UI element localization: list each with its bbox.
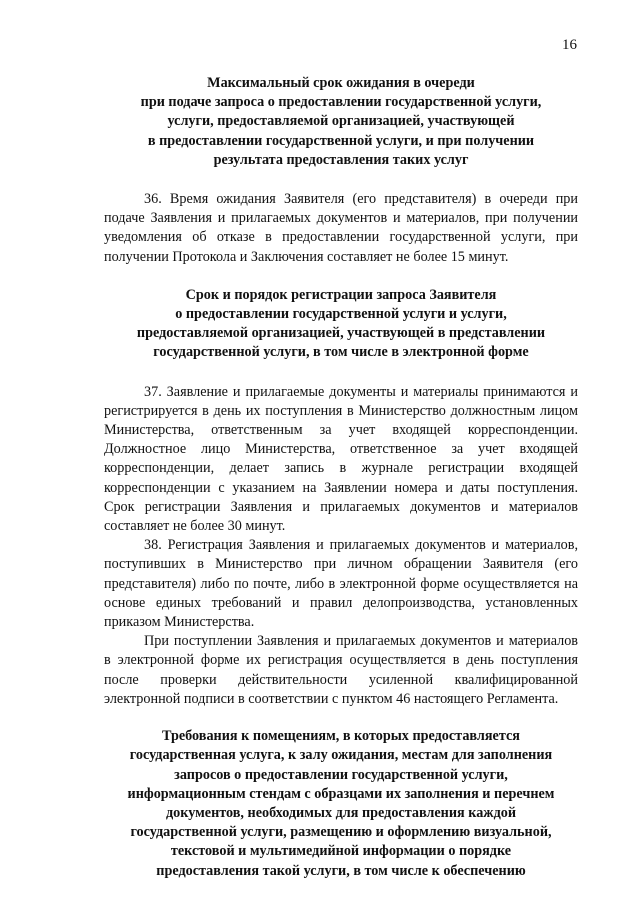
- page-number: 16: [562, 37, 577, 53]
- heading-line: Требования к помещениям, в которых предоставляется: [162, 728, 520, 745]
- heading-line: при подаче запроса о предоставлении государственной услуги,: [140, 94, 542, 111]
- heading-line: государственной услуги, в том числе в электронной форме: [153, 344, 529, 361]
- paragraph-38-electronic: При поступлении Заявления и прилагаемых документов и материалов в электронной форме их регистрация осуществляется в день поступления после проверки действительности усиленной квалифицированной электронной подписи в соответствии с пунктом 46 настоящего Регламента.: [104, 633, 578, 707]
- section-heading-premises-requirements: [104, 727, 578, 881]
- heading-line: документов, необходимых для предоставления каждой: [165, 804, 517, 821]
- heading-line: о предоставлении государственной услуги и услуги,: [175, 306, 507, 323]
- heading-line: услуги, предоставляемой организацией, участвующей: [167, 113, 515, 130]
- heading-line: государственной услуги, размещению и оформлению визуальной,: [130, 824, 552, 841]
- document-body: [104, 74, 578, 881]
- heading-line: Срок и порядок регистрации запроса Заявителя: [185, 286, 497, 303]
- heading-line: предоставления такой услуги, в том числе к обеспечению: [156, 862, 526, 879]
- paragraph-37: 37. Заявление и прилагаемые документы и материалы принимаются и регистрируется в день их поступления в Министерство должностным лицом Министерства, ответственным за учет входящей корреспонденции. Должностное лицо Министерства, ответственное за учет входящей корреспонденции, делает запись в журнале регистрации входящей корреспонденции с указанием на Заявлении номера и даты поступления. Срок регистрации Заявления и прилагаемых документов и материалов составляет не более 30 минут.: [104, 383, 578, 535]
- heading-line: государственная услуга, к залу ожидания, местам для заполнения: [129, 747, 553, 764]
- heading-line: предоставляемой организацией, участвующей в представлении: [136, 325, 546, 342]
- paragraph-36: 36. Время ожидания Заявителя (его представителя) в очереди при подаче Заявления и прилагаемых документов и материалов, при получении уведомления об отказе в предоставлении государственной услуги, при получении Протокола и Заключения составляет не более 15 минут.: [104, 191, 578, 265]
- heading-line: в предоставлении государственной услуги, и при получении: [147, 132, 535, 149]
- section-heading-waiting-time: [104, 74, 578, 170]
- heading-line: результата предоставления таких услуг: [213, 151, 469, 168]
- heading-line: запросов о предоставлении государственной услуги,: [174, 766, 508, 783]
- heading-line: информационным стендам с образцами их заполнения и перечнем: [127, 785, 555, 802]
- section-heading-registration: [104, 286, 578, 363]
- heading-line: Максимальный срок ожидания в очереди: [207, 75, 475, 91]
- paragraph-38: 38. Регистрация Заявления и прилагаемых документов и материалов, поступивших в Министерство при личном обращении Заявителя (его представителя) либо по почте, либо в электронной форме осуществляется на основе единых требований и правил делопроизводства, установленных приказом Министерства.: [104, 537, 578, 631]
- heading-line: текстовой и мультимедийной информации о порядке: [170, 843, 512, 860]
